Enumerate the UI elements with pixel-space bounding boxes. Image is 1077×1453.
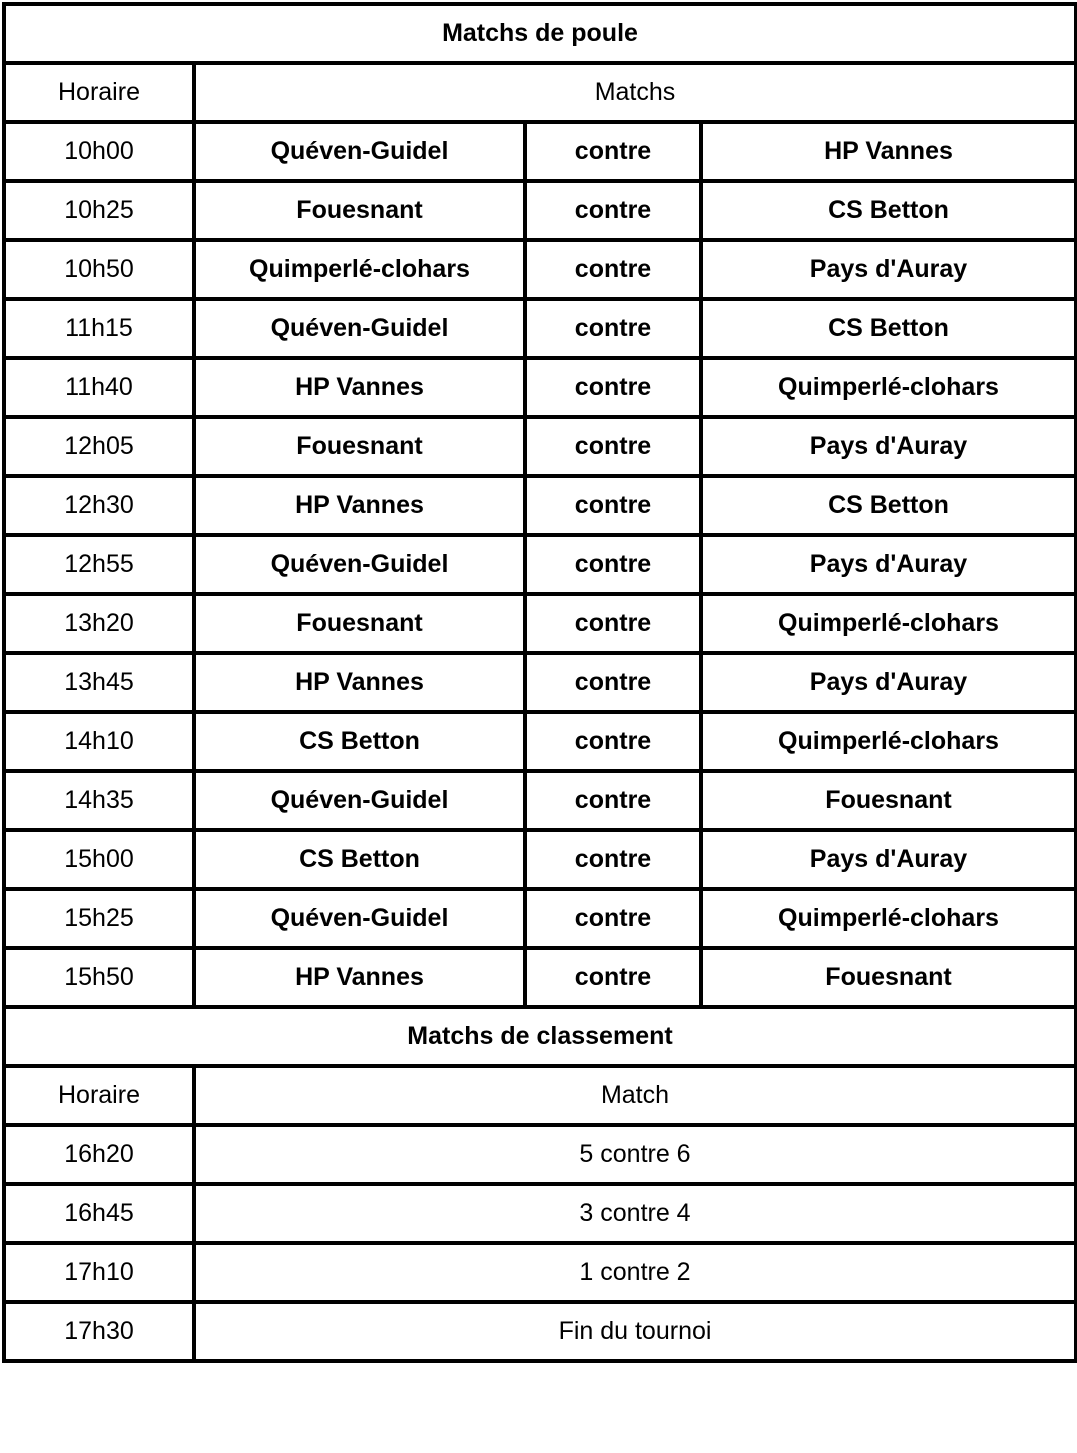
pool-title-row (4, 4, 1076, 63)
ranking-time-header: Horaire (4, 1066, 194, 1125)
schedule-body (4, 4, 1076, 1361)
home-team: CS Betton (194, 830, 525, 889)
match-time: 10h00 (4, 122, 194, 181)
ranking-match-row (4, 1184, 1076, 1243)
pool-match-row (4, 594, 1076, 653)
pool-match-row (4, 535, 1076, 594)
ranking-match-header: Match (194, 1066, 1076, 1125)
home-team: Quéven-Guidel (194, 299, 525, 358)
home-team: Quimperlé-clohars (194, 240, 525, 299)
pool-match-row (4, 948, 1076, 1007)
vs-label: contre (525, 535, 701, 594)
away-team: CS Betton (701, 476, 1076, 535)
pool-match-row (4, 830, 1076, 889)
away-team: HP Vannes (701, 122, 1076, 181)
ranking-header-row (4, 1066, 1076, 1125)
match-time: 12h05 (4, 417, 194, 476)
pool-match-row (4, 712, 1076, 771)
ranking-time: 17h10 (4, 1243, 194, 1302)
home-team: CS Betton (194, 712, 525, 771)
ranking-time: 16h20 (4, 1125, 194, 1184)
pool-title: Matchs de poule (4, 4, 1076, 63)
vs-label: contre (525, 594, 701, 653)
away-team: Pays d'Auray (701, 830, 1076, 889)
pool-match-row (4, 476, 1076, 535)
match-time: 15h25 (4, 889, 194, 948)
match-time: 13h20 (4, 594, 194, 653)
home-team: HP Vannes (194, 948, 525, 1007)
away-team: Quimperlé-clohars (701, 594, 1076, 653)
pool-header-row (4, 63, 1076, 122)
vs-label: contre (525, 240, 701, 299)
home-team: Quéven-Guidel (194, 889, 525, 948)
vs-label: contre (525, 653, 701, 712)
schedule-table (2, 2, 1077, 1363)
pool-match-row (4, 299, 1076, 358)
pool-match-row (4, 181, 1076, 240)
vs-label: contre (525, 889, 701, 948)
vs-label: contre (525, 830, 701, 889)
ranking-title: Matchs de classement (4, 1007, 1076, 1066)
away-team: Quimperlé-clohars (701, 712, 1076, 771)
away-team: Fouesnant (701, 771, 1076, 830)
vs-label: contre (525, 771, 701, 830)
home-team: HP Vannes (194, 358, 525, 417)
ranking-match-label: 5 contre 6 (194, 1125, 1076, 1184)
match-time: 12h55 (4, 535, 194, 594)
ranking-match-label: Fin du tournoi (194, 1302, 1076, 1361)
ranking-title-row (4, 1007, 1076, 1066)
pool-match-row (4, 358, 1076, 417)
home-team: HP Vannes (194, 476, 525, 535)
pool-match-row (4, 771, 1076, 830)
vs-label: contre (525, 181, 701, 240)
away-team: Pays d'Auray (701, 535, 1076, 594)
pool-match-row (4, 122, 1076, 181)
match-time: 11h15 (4, 299, 194, 358)
ranking-match-label: 3 contre 4 (194, 1184, 1076, 1243)
vs-label: contre (525, 948, 701, 1007)
vs-label: contre (525, 358, 701, 417)
match-time: 14h35 (4, 771, 194, 830)
away-team: Pays d'Auray (701, 240, 1076, 299)
home-team: Quéven-Guidel (194, 535, 525, 594)
away-team: CS Betton (701, 181, 1076, 240)
vs-label: contre (525, 476, 701, 535)
ranking-time: 16h45 (4, 1184, 194, 1243)
vs-label: contre (525, 712, 701, 771)
away-team: Pays d'Auray (701, 653, 1076, 712)
away-team: CS Betton (701, 299, 1076, 358)
ranking-time: 17h30 (4, 1302, 194, 1361)
match-time: 11h40 (4, 358, 194, 417)
pool-match-row (4, 417, 1076, 476)
ranking-match-row (4, 1243, 1076, 1302)
match-time: 15h00 (4, 830, 194, 889)
home-team: HP Vannes (194, 653, 525, 712)
match-time: 12h30 (4, 476, 194, 535)
away-team: Pays d'Auray (701, 417, 1076, 476)
vs-label: contre (525, 417, 701, 476)
away-team: Quimperlé-clohars (701, 358, 1076, 417)
pool-matches-header: Matchs (194, 63, 1076, 122)
home-team: Fouesnant (194, 417, 525, 476)
match-time: 10h50 (4, 240, 194, 299)
match-time: 14h10 (4, 712, 194, 771)
home-team: Quéven-Guidel (194, 122, 525, 181)
home-team: Fouesnant (194, 594, 525, 653)
pool-match-row (4, 653, 1076, 712)
vs-label: contre (525, 122, 701, 181)
match-time: 10h25 (4, 181, 194, 240)
ranking-match-row (4, 1125, 1076, 1184)
pool-match-row (4, 889, 1076, 948)
home-team: Quéven-Guidel (194, 771, 525, 830)
ranking-match-label: 1 contre 2 (194, 1243, 1076, 1302)
away-team: Quimperlé-clohars (701, 889, 1076, 948)
vs-label: contre (525, 299, 701, 358)
pool-match-row (4, 240, 1076, 299)
home-team: Fouesnant (194, 181, 525, 240)
away-team: Fouesnant (701, 948, 1076, 1007)
ranking-match-row (4, 1302, 1076, 1361)
match-time: 13h45 (4, 653, 194, 712)
match-time: 15h50 (4, 948, 194, 1007)
pool-time-header: Horaire (4, 63, 194, 122)
